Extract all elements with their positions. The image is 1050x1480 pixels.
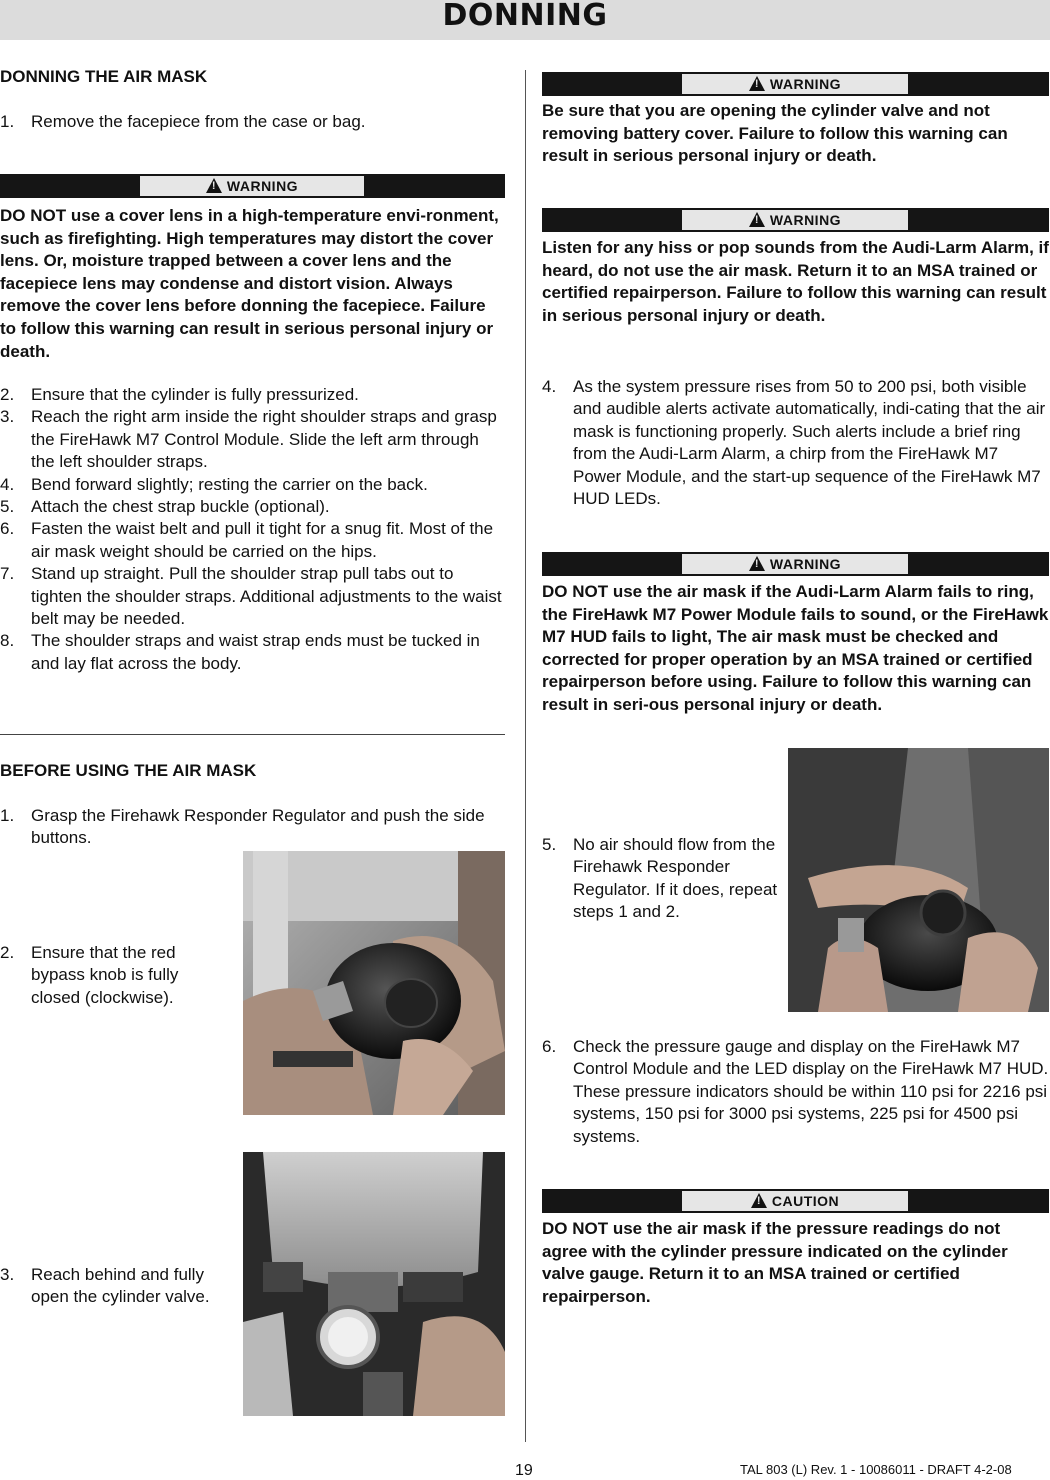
- page-header: [0, 0, 1050, 40]
- caution-label: !CAUTION: [682, 1191, 908, 1211]
- warning-bar: [542, 208, 1049, 232]
- before-step-5: [542, 834, 780, 924]
- warning-triangle-icon: [749, 556, 765, 571]
- caution-bar: [542, 1189, 1049, 1213]
- before-step-3: [0, 1264, 240, 1309]
- list-item: 7. Stand up straight. Pull the shoulder strap pull tabs out to tighten the shoulder straps. Additional adjustments to the waist belt may be needed.: [0, 564, 502, 629]
- list-item: 6. Check the pressure gauge and display on the FireHawk M7 Control Module and the LED display on the FireHawk M7 HUD. These pressure indicators should be within 110 psi for 2216 psi systems, 150 psi for 3000 psi systems, 225 psi for 4500 psi systems.: [542, 1037, 1049, 1146]
- warning-triangle-icon: [749, 76, 765, 91]
- warning-text-hiss: Listen for any hiss or pop sounds from the Audi-Larm Alarm, if heard, do not use the air mask. Return it to an MSA trained or certified repairperson. Failure to follow this warning can result in serious personal injury or death.: [542, 238, 1049, 325]
- regulator-test-photo: [788, 748, 1049, 1012]
- before-step-4: [542, 376, 1049, 510]
- donning-steps-list: [0, 384, 505, 675]
- warning-text-alarm: DO NOT use the air mask if the Audi-Larm Alarm fails to ring, the FireHawk M7 Power Module fails to sound, or the FireHawk M7 HUD fails to light, The air mask must be checked and corrected for proper operation by an MSA trained or certified repairperson before using. Failure to follow this warning can result in seri-ous personal injury or death.: [542, 582, 1049, 714]
- section-heading-before-using: BEFORE USING THE AIR MASK: [0, 761, 257, 780]
- section-divider: [0, 734, 505, 735]
- page-title: DONNING: [442, 0, 608, 33]
- before-step-2: [0, 942, 215, 1009]
- regulator-photo-illustration: [243, 851, 505, 1115]
- caution-triangle-icon: [751, 1193, 767, 1208]
- list-item: 1. Remove the facepiece from the case or bag.: [0, 112, 366, 131]
- warning-triangle-icon: [749, 212, 765, 227]
- before-step-1: [0, 805, 490, 850]
- list-item: 3. Reach behind and fully open the cylinder valve.: [0, 1265, 210, 1307]
- list-item: 3. Reach the right arm inside the right shoulder straps and grasp the FireHawk M7 Control Module. Slide the left arm through the left shoulder straps.: [0, 407, 497, 472]
- warning-text-cover-lens: DO NOT use a cover lens in a high-temperature envi-ronment, such as firefighting. High temperatures may distort the cover lens. Or, moisture trapped between a cover lens and the facepiece lens may condense and distort vision. Always remove the cover lens before donning the facepiece. Failure to follow this warning can result in serious personal injury or death.: [0, 206, 499, 361]
- cylinder-valve-photo-illustration: [243, 1152, 505, 1416]
- list-item: 2. Ensure that the cylinder is fully pressurized.: [0, 385, 359, 404]
- list-item: 6. Fasten the waist belt and pull it tight for a snug fit. Most of the air mask weight should be carried on the hips.: [0, 519, 494, 561]
- warning-label: !WARNING: [682, 554, 908, 574]
- warning-bar: [542, 552, 1049, 576]
- list-item: 2. Ensure that the red bypass knob is fully closed (clockwise).: [0, 943, 179, 1007]
- list-item: 5. Attach the chest strap buckle (optional).: [0, 497, 330, 517]
- cylinder-valve-photo: [243, 1152, 505, 1416]
- column-divider: [525, 70, 526, 1442]
- warning-bar: [542, 72, 1049, 96]
- page-number: 19: [515, 1462, 533, 1479]
- warning-bar: [0, 174, 505, 198]
- donning-step-1: [0, 111, 505, 133]
- warning-text-cylinder-valve: Be sure that you are opening the cylinder valve and not removing battery cover. Failure to follow this warning can result in serious personal injury or death.: [542, 101, 1008, 166]
- before-step-6: [542, 1036, 1049, 1148]
- warning-label: !WARNING: [682, 74, 908, 94]
- caution-text-pressure: DO NOT use the air mask if the pressure readings do not agree with the cylinder pressure indicated on the cylinder valve gauge. Return it to an MSA trained or certified repairperson.: [542, 1219, 1008, 1306]
- regulator-test-photo-illustration: [788, 748, 1049, 1012]
- warning-triangle-icon: [206, 178, 222, 193]
- warning-label: !WARNING: [140, 176, 364, 196]
- list-item: 8. The shoulder straps and waist strap ends must be tucked in and lay flat across the body.: [0, 631, 480, 673]
- warning-label: !WARNING: [682, 210, 908, 230]
- list-item: 1. Grasp the Firehawk Responder Regulator and push the side buttons.: [0, 806, 485, 848]
- document-id: TAL 803 (L) Rev. 1 - 10086011 - DRAFT 4-2-08: [740, 1462, 1012, 1477]
- list-item: 4. As the system pressure rises from 50 to 200 psi, both visible and audible alerts activate automatically, indi-cating that the air mask is functioning properly. Such alerts include a brief ring from the Audi-Larm Alarm, a chirp from the FireHawk M7 Power Module, and the start-up sequence of the FireHawk M7 HUD LEDs.: [542, 377, 1046, 509]
- regulator-photo: [243, 851, 505, 1115]
- list-item: 5. No air should flow from the Firehawk Responder Regulator. If it does, repeat steps 1 and 2.: [542, 835, 778, 922]
- list-item: 4. Bend forward slightly; resting the carrier on the back.: [0, 474, 428, 494]
- section-heading-donning: DONNING THE AIR MASK: [0, 67, 208, 86]
